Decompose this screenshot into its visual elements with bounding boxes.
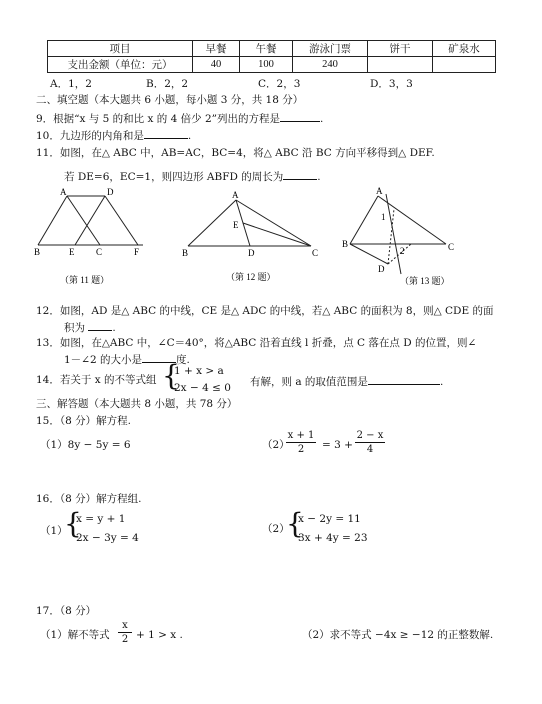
answer-blank [88, 319, 112, 331]
q16-2-equation-1: x − 2y = 11 [298, 513, 361, 525]
fraction-numerator: x + 1 [287, 430, 315, 441]
figure-11 [30, 188, 160, 288]
fraction-numerator: 2 − x [356, 430, 384, 441]
figure-label: A [60, 188, 67, 197]
figure-label: C [448, 242, 455, 252]
figure-label: E [233, 220, 239, 230]
figure-label: F [134, 247, 140, 257]
figure-label: A [232, 190, 239, 200]
fraction-denominator: 4 [366, 444, 374, 455]
figure-label: D [107, 188, 114, 197]
question-16-1-label: （1） [40, 525, 68, 537]
figure-label: A [376, 186, 383, 196]
question-11-line2-text: 若 DE=6，EC=1，则四边形 ABFD 的周长为 [64, 171, 284, 183]
figure-label: 2 [400, 246, 405, 256]
table-cell: 100 [240, 57, 293, 73]
figure-12 [178, 188, 328, 288]
answer-blank [368, 373, 440, 385]
question-15-1: （1）8y − 5y = 6 [40, 439, 131, 451]
figure-label: C [312, 248, 319, 258]
question-16: 16．（8 分）解方程组. [36, 493, 142, 505]
q8-option-b: B．2，2 [146, 78, 189, 90]
question-14-prefix: 14．若关于 x 的不等式组 [36, 374, 157, 386]
table-header-cell: 午餐 [240, 41, 293, 57]
answer-blank [283, 168, 317, 180]
question-17-1-suffix: + 1 > x . [136, 629, 183, 641]
figure-label: B [182, 248, 189, 258]
table-cell: 240 [293, 57, 368, 73]
table-header-row [48, 41, 496, 57]
question-13-line2-text: 1－∠2 的大小是 [64, 354, 142, 366]
question-13-line1: 13．如图，在△ABC 中，∠C＝40°，将△ABC 沿着直线 l 折叠，点 C 落在点 D 的位置，则∠ [36, 337, 477, 349]
brace-symbol: { [162, 359, 180, 392]
figure-label: C [96, 247, 103, 257]
answer-blank [144, 127, 188, 139]
question-15-2-label: （2） [262, 439, 290, 451]
question-11-line2: 若 DE=6，EC=1，则四边形 ABFD 的周长为 . [64, 168, 321, 184]
figure-caption: （第 12 题） [226, 272, 276, 282]
table-cell [368, 57, 433, 73]
question-10-text: 10．九边形的内角和是 [36, 130, 144, 142]
figure-caption: （第 11 题） [60, 275, 110, 285]
section-heading-fill-blank: 二、填空题（本大题共 6 小题，每小题 3 分，共 18 分） [36, 94, 304, 106]
table-cell: 40 [193, 57, 240, 73]
q16-2-equation-2: 3x + 4y = 23 [298, 532, 368, 544]
table-cell [433, 57, 496, 73]
q8-option-a: A．1，2 [50, 78, 92, 90]
question-14-suffix: 有解，则 a 的取值范围是 . [250, 373, 443, 389]
figure-label: 1 [381, 212, 386, 222]
fraction-denominator: 2 [121, 634, 129, 645]
figure-label: D [378, 264, 385, 274]
question-12-line2-text: 积为 [64, 322, 85, 334]
question-17-1-prefix: （1）解不等式 [40, 629, 110, 641]
section-heading-solve: 三、解答题（本大题共 8 小题，共 78 分） [36, 398, 238, 410]
figure-13 [336, 184, 466, 288]
brace-symbol: { [286, 507, 304, 540]
q14-inequality-1: 1 + x > a [174, 365, 224, 377]
table-row [48, 57, 496, 73]
figure-label: D [248, 248, 255, 258]
q14-inequality-2: 2x − 4 ≤ 0 [174, 382, 231, 394]
fraction-bar [118, 632, 132, 633]
question-9: 9．根据“x 与 5 的和比 x 的 4 倍少 2”列出的方程是 . [36, 110, 323, 126]
question-12-line2: 积为 . [64, 319, 116, 335]
question-12-line1: 12．如图，AD 是△ ABC 的中线，CE 是△ ADC 的中线，若△ ABC 的面积为 8，则△ CDE 的面 [36, 305, 494, 317]
fraction [118, 620, 132, 645]
question-15-2-mid: = 3 + [322, 439, 353, 451]
fraction [286, 430, 316, 455]
question-14-suffix-text: 有解，则 a 的取值范围是 [250, 376, 368, 388]
question-16-2-label: （2） [262, 523, 290, 535]
question-13-unit: 度. [176, 354, 190, 366]
table-header-cell: 游泳门票 [293, 41, 368, 57]
q8-option-c: C．2，3 [258, 78, 301, 90]
question-11-line1: 11．如图，在△ ABC 中，AB=AC，BC=4，将△ ABC 沿 BC 方向平移得到△ DEF. [36, 147, 435, 159]
figure-caption: （第 13 题） [400, 276, 450, 286]
q16-1-equation-1: x = y + 1 [76, 513, 126, 525]
expense-table [47, 40, 496, 73]
question-10: 10．九边形的内角和是 . [36, 127, 191, 143]
table-header-cell: 矿泉水 [433, 41, 496, 57]
brace-symbol: { [64, 507, 82, 540]
table-header-cell: 早餐 [193, 41, 240, 57]
question-9-text: 9．根据“x 与 5 的和比 x 的 4 倍少 2”列出的方程是 [36, 113, 281, 125]
fraction-denominator: 2 [297, 444, 305, 455]
table-header-cell: 项目 [48, 41, 193, 57]
figure-label: B [34, 247, 41, 257]
table-header-cell: 饼干 [368, 41, 433, 57]
q16-1-equation-2: 2x − 3y = 4 [76, 532, 139, 544]
question-17-2: （2）求不等式 −4x ≥ −12 的正整数解. [302, 629, 494, 641]
fraction-numerator: x [122, 620, 128, 631]
figure-label: E [69, 247, 75, 257]
answer-blank [280, 110, 320, 122]
fraction-bar [286, 442, 316, 443]
q8-option-d: D．3，3 [370, 78, 413, 90]
question-15: 15．（8 分）解方程. [36, 415, 131, 427]
fraction-bar [355, 442, 385, 443]
question-17: 17．（8 分） [36, 605, 97, 617]
fraction [355, 430, 385, 455]
figure-label: B [342, 239, 349, 249]
table-row-label: 支出金额（单位：元） [48, 57, 193, 73]
